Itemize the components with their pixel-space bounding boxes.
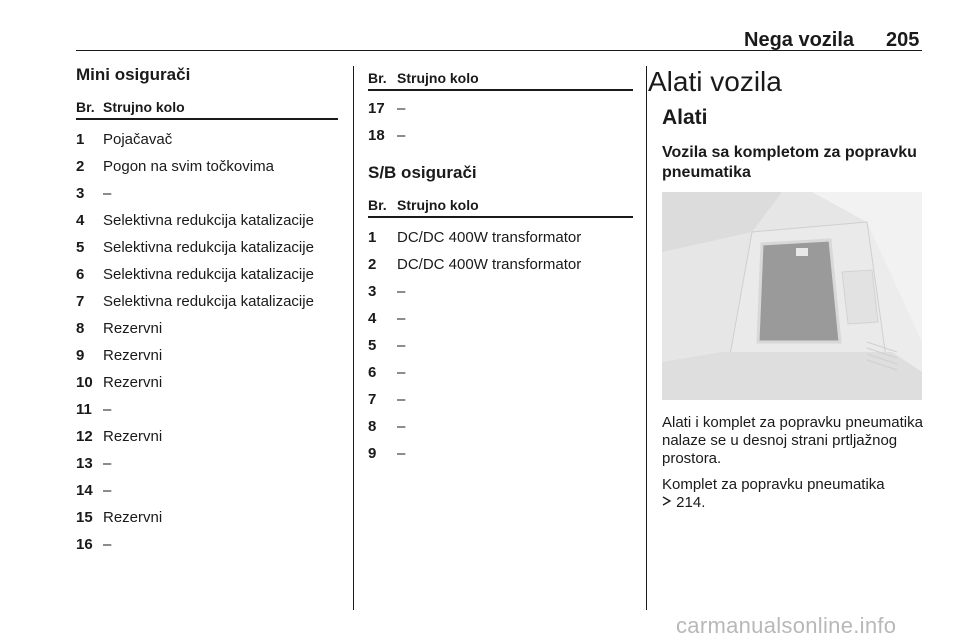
section-heading: Alati vozila <box>648 66 782 97</box>
table-row <box>368 359 633 386</box>
circuit-name: – <box>103 455 112 472</box>
circuit-name: – <box>103 536 112 553</box>
table-row <box>76 315 338 342</box>
fuse-number: 3 <box>368 283 377 300</box>
circuit-name: Pojačavač <box>103 131 173 148</box>
table-row <box>76 207 338 234</box>
fuse-number: 16 <box>76 536 93 553</box>
table-row <box>76 126 338 153</box>
circuit-name: – <box>397 283 406 300</box>
body-paragraph-1: Alati i komplet za popravku pneumatika nalaze se u desnoj strani prtljažnog prostora. <box>662 414 923 467</box>
circuit-name: Selektivna redukcija katalizacije <box>103 239 314 256</box>
col-circuit-header: Strujno kolo <box>397 197 479 213</box>
circuit-name: DC/DC 400W transformator <box>397 229 582 246</box>
page-number: 205 <box>886 29 920 51</box>
fuse-number: 5 <box>76 239 85 256</box>
mini-fuses-table-cont <box>368 67 633 149</box>
fuse-number: 4 <box>76 212 85 229</box>
col-no-header: Br. <box>76 99 95 115</box>
trunk-photo <box>662 192 922 400</box>
circuit-name: Rezervni <box>103 320 163 337</box>
fuse-number: 7 <box>368 391 377 408</box>
table-row <box>76 153 338 180</box>
table-row <box>368 278 633 305</box>
table-row <box>76 288 338 315</box>
fuse-number: 8 <box>76 320 85 337</box>
fuse-number: 2 <box>76 158 85 175</box>
watermark: carmanualsonline.info <box>676 613 897 638</box>
fuse-number: 7 <box>76 293 85 310</box>
table-row <box>76 234 338 261</box>
mini-fuses-table <box>76 96 338 558</box>
fuse-number: 4 <box>368 310 377 327</box>
fuse-number: 9 <box>76 347 85 364</box>
arrow-ref-icon <box>662 494 676 511</box>
circuit-name: – <box>397 337 406 354</box>
col-circuit-header: Strujno kolo <box>103 99 185 115</box>
fuse-number: 17 <box>368 100 385 117</box>
table-header <box>76 96 338 120</box>
table-row <box>76 477 338 504</box>
table-row <box>368 251 633 278</box>
fuse-number: 18 <box>368 127 385 144</box>
col-no-header: Br. <box>368 197 387 213</box>
circuit-name: – <box>103 401 112 418</box>
circuit-name: DC/DC 400W transformator <box>397 256 582 273</box>
table-row <box>76 180 338 207</box>
table-row <box>76 450 338 477</box>
circuit-name: – <box>397 445 406 462</box>
sb-fuses-table <box>368 194 633 467</box>
col-circuit-header: Strujno kolo <box>397 70 479 86</box>
circuit-name: Selektivna redukcija katalizacije <box>103 266 314 283</box>
table-row <box>368 305 633 332</box>
table-header <box>368 67 633 91</box>
circuit-name: Selektivna redukcija katalizacije <box>103 293 314 310</box>
table-row <box>368 386 633 413</box>
fuse-number: 1 <box>76 131 85 148</box>
subsection-heading: Alati <box>662 106 708 129</box>
page-reference-link[interactable]: 214. <box>676 494 706 511</box>
trunk-illustration <box>662 192 922 400</box>
col-no-header: Br. <box>368 70 387 86</box>
fuse-number: 9 <box>368 445 377 462</box>
fuse-number: 6 <box>76 266 85 283</box>
body-paragraph-2 <box>662 476 932 512</box>
circuit-name: – <box>397 418 406 435</box>
circuit-name: Rezervni <box>103 428 163 445</box>
fuse-number: 15 <box>76 509 93 526</box>
circuit-name: – <box>397 127 406 144</box>
fuse-number: 2 <box>368 256 377 273</box>
table-row <box>76 369 338 396</box>
table-row <box>76 261 338 288</box>
fuse-number: 11 <box>76 401 92 418</box>
fuse-number: 1 <box>368 229 377 246</box>
circuit-name: – <box>397 364 406 381</box>
fuse-number: 13 <box>76 455 93 472</box>
table-row <box>76 423 338 450</box>
table-row <box>368 440 633 467</box>
circuit-name: Rezervni <box>103 374 163 391</box>
fuse-number: 6 <box>368 364 377 381</box>
fuse-number: 8 <box>368 418 377 435</box>
mini-fuses-title: Mini osigurači <box>76 65 191 84</box>
table-row <box>368 122 633 149</box>
fuse-number: 5 <box>368 337 377 354</box>
circuit-name: – <box>397 100 406 117</box>
table-row <box>76 531 338 558</box>
circuit-name: – <box>103 185 112 202</box>
circuit-name: – <box>103 482 112 499</box>
circuit-name: – <box>397 310 406 327</box>
header-rule <box>76 50 922 51</box>
column-divider-2 <box>646 66 647 610</box>
fuse-number: 10 <box>76 374 93 391</box>
table-row <box>368 332 633 359</box>
column-divider-1 <box>353 66 354 610</box>
sb-fuses-title: S/B osigurači <box>368 163 477 182</box>
table-row <box>76 396 338 423</box>
circuit-name: Selektivna redukcija katalizacije <box>103 212 314 229</box>
table-row <box>368 224 633 251</box>
paragraph-text: Komplet za popravku pneumatika <box>662 476 885 493</box>
table-header <box>368 194 633 218</box>
table-row <box>76 342 338 369</box>
table-row <box>368 413 633 440</box>
circuit-name: Rezervni <box>103 347 163 364</box>
sub-subsection-heading: Vozila sa kompletom za popravku pneumatika <box>662 144 917 181</box>
fuse-number: 12 <box>76 428 93 445</box>
circuit-name: – <box>397 391 406 408</box>
circuit-name: Pogon na svim točkovima <box>103 158 274 175</box>
running-header-title: Nega vozila <box>744 29 855 51</box>
table-row <box>368 95 633 122</box>
circuit-name: Rezervni <box>103 509 163 526</box>
table-row <box>76 504 338 531</box>
fuse-number: 14 <box>76 482 93 499</box>
fuse-number: 3 <box>76 185 85 202</box>
